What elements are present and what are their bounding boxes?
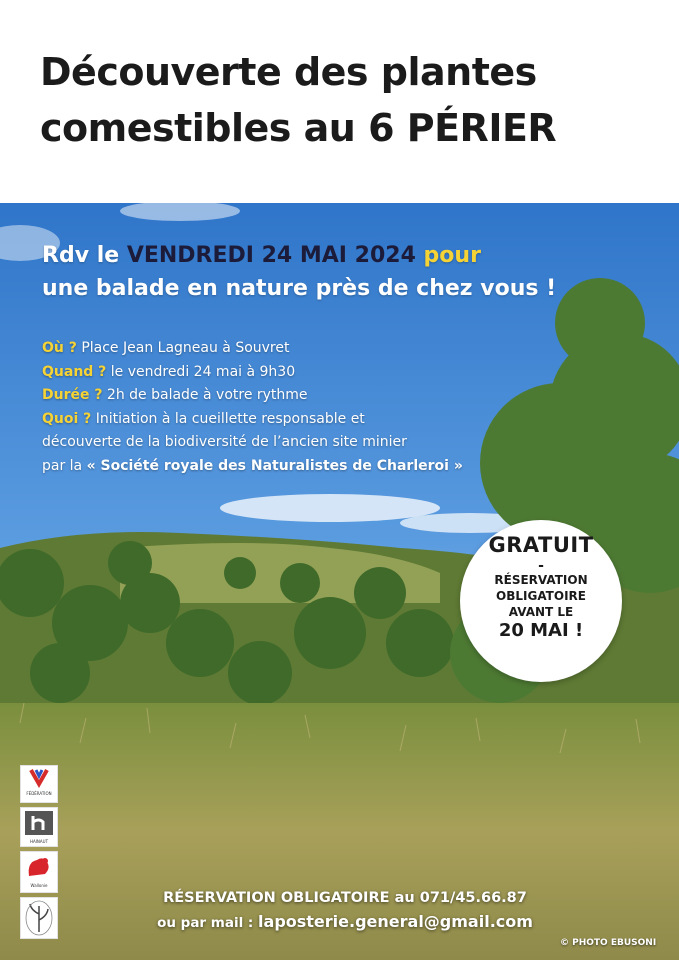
detail-when	[42, 361, 562, 385]
detail-organizer	[42, 455, 562, 479]
hainaut-logo-icon	[21, 808, 57, 838]
footer-phone[interactable]: 071/45.66.87	[419, 890, 527, 906]
title-line-1: Découverte des plantes	[40, 50, 537, 94]
detail-key: Quand ?	[42, 363, 107, 380]
event-headline	[42, 239, 662, 305]
detail-value: Initiation à la cueillette responsable et	[91, 410, 365, 427]
naturalistes-logo	[20, 897, 58, 939]
event-details	[42, 337, 562, 478]
footer-res-label: RÉSERVATION OBLIGATOIRE	[163, 890, 390, 906]
badge-res-line-3: AVANT LE	[508, 605, 574, 619]
detail-what	[42, 408, 562, 432]
poster-header	[0, 0, 679, 203]
headline-line-2: une balade en nature près de chez vous !	[42, 276, 557, 301]
wallonie-logo-label: Wallonie	[30, 883, 48, 888]
badge-res-line-1: RÉSERVATION	[494, 573, 588, 587]
photo-credit: © PHOTO EBUSONI	[560, 938, 657, 948]
rooster-icon	[21, 852, 57, 882]
headline-suffix: pour	[415, 243, 481, 268]
free-reservation-badge	[460, 520, 622, 682]
detail-key: Où ?	[42, 340, 77, 356]
detail-value: le vendredi 24 mai à 9h30	[106, 363, 296, 380]
footer-phone-prefix: au	[389, 890, 420, 906]
footer-mail-line	[130, 910, 560, 935]
detail-duration	[42, 384, 562, 408]
federation-logo	[20, 765, 58, 803]
detail-value: Place Jean Lagneau à Souvret	[76, 340, 290, 356]
hainaut-logo	[20, 807, 58, 847]
footer-email-link[interactable]: laposterie.general@gmail.com	[258, 912, 533, 931]
organizer-name: « Société royale des Naturalistes de Charleroi »	[86, 457, 463, 474]
title-line-2: comestibles au 6 PÉRIER	[40, 106, 557, 150]
badge-res-line-2: OBLIGATOIRE	[496, 589, 586, 603]
badge-reservation	[460, 572, 622, 620]
crescent-logo-icon	[20, 705, 44, 755]
poster-title	[40, 44, 660, 156]
footer-mail-prefix: ou par mail :	[157, 915, 259, 931]
detail-where	[42, 337, 562, 361]
hainaut-logo-label: HAINAUT	[29, 839, 49, 844]
federation-logo-label: FÉDÉRATION	[26, 791, 52, 796]
detail-what-continued: découverte de la biodiversité de l’ancien site minier	[42, 434, 407, 450]
footer-phone-line	[130, 886, 560, 910]
wallonie-logo	[20, 851, 58, 893]
badge-deadline: 20 MAI !	[498, 620, 584, 641]
badge-dash: -	[538, 558, 544, 574]
badge-free: GRATUIT	[488, 533, 594, 557]
headline-prefix: Rdv le	[42, 243, 127, 268]
federation-logo-icon	[21, 766, 57, 790]
detail-key: Quoi ?	[42, 410, 92, 427]
detail-value: 2h de balade à votre rythme	[102, 387, 308, 403]
event-date: VENDREDI 24 MAI 2024	[126, 243, 416, 268]
reservation-footer	[130, 886, 560, 935]
organizer-prefix: par la	[42, 457, 87, 474]
detail-key: Durée ?	[42, 387, 103, 403]
plant-icon	[21, 898, 57, 938]
